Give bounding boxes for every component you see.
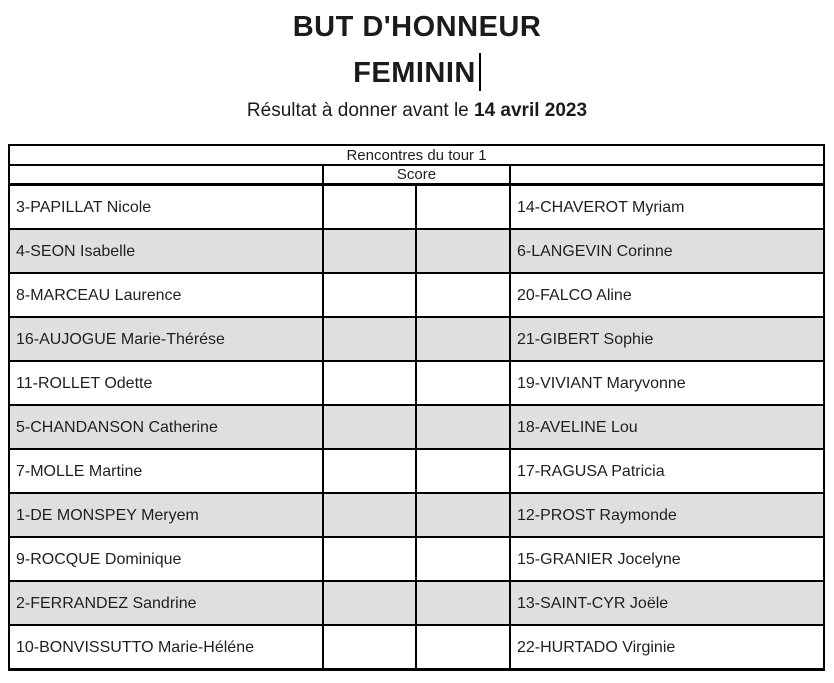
score-cell-right[interactable]	[416, 581, 510, 625]
table-row	[9, 581, 824, 625]
page-title-line2-text: FEMININ	[353, 57, 476, 89]
score-cell-right[interactable]	[416, 229, 510, 273]
score-cell-left[interactable]	[323, 581, 416, 625]
score-cell-right[interactable]	[416, 449, 510, 493]
score-cell-left[interactable]	[323, 625, 416, 670]
player-right: 14-CHAVEROT Myriam	[510, 185, 824, 230]
page-title-line1: BUT D'HONNEUR	[292, 11, 542, 43]
deadline-prefix: Résultat à donner avant le	[246, 100, 475, 121]
score-cell-left[interactable]	[323, 361, 416, 405]
player-left: 9-ROCQUE Dominique	[9, 537, 323, 581]
page-title-line2	[0, 50, 834, 96]
score-cell-right[interactable]	[416, 317, 510, 361]
player-left: 2-FERRANDEZ Sandrine	[9, 581, 323, 625]
player-left: 7-MOLLE Martine	[9, 449, 323, 493]
player-right: 19-VIVIANT Maryvonne	[510, 361, 824, 405]
player-left: 10-BONVISSUTTO Marie-Héléne	[9, 625, 323, 670]
score-header-right-spacer	[510, 165, 824, 185]
table-row	[9, 449, 824, 493]
player-right: 13-SAINT-CYR Joële	[510, 581, 824, 625]
table-row	[9, 229, 824, 273]
table-row	[9, 625, 824, 670]
score-cell-left[interactable]	[323, 405, 416, 449]
player-right: 6-LANGEVIN Corinne	[510, 229, 824, 273]
document-header	[0, 0, 834, 126]
score-cell-right[interactable]	[416, 625, 510, 670]
table-row	[9, 537, 824, 581]
deadline-text	[0, 96, 834, 126]
score-cell-left[interactable]	[323, 537, 416, 581]
player-left: 1-DE MONSPEY Meryem	[9, 493, 323, 537]
player-left: 5-CHANDANSON Catherine	[9, 405, 323, 449]
score-cell-right[interactable]	[416, 405, 510, 449]
score-cell-left[interactable]	[323, 229, 416, 273]
table-row	[9, 493, 824, 537]
player-right: 15-GRANIER Jocelyne	[510, 537, 824, 581]
table-title-row	[9, 145, 824, 165]
score-cell-right[interactable]	[416, 493, 510, 537]
player-left: 4-SEON Isabelle	[9, 229, 323, 273]
table-row	[9, 317, 824, 361]
score-cell-right[interactable]	[416, 185, 510, 230]
player-right: 12-PROST Raymonde	[510, 493, 824, 537]
table-row	[9, 185, 824, 230]
player-left: 11-ROLLET Odette	[9, 361, 323, 405]
score-cell-left[interactable]	[323, 317, 416, 361]
score-cell-right[interactable]	[416, 273, 510, 317]
player-left: 8-MARCEAU Laurence	[9, 273, 323, 317]
player-left: 16-AUJOGUE Marie-Thérése	[9, 317, 323, 361]
player-right: 21-GIBERT Sophie	[510, 317, 824, 361]
player-left: 3-PAPILLAT Nicole	[9, 185, 323, 230]
score-header-label: Score	[323, 165, 510, 185]
score-header-row	[9, 165, 824, 185]
score-cell-left[interactable]	[323, 493, 416, 537]
player-right: 20-FALCO Aline	[510, 273, 824, 317]
table-row	[9, 361, 824, 405]
player-right: 17-RAGUSA Patricia	[510, 449, 824, 493]
player-right: 18-AVELINE Lou	[510, 405, 824, 449]
score-cell-left[interactable]	[323, 449, 416, 493]
score-cell-left[interactable]	[323, 185, 416, 230]
results-table	[8, 144, 825, 671]
text-cursor	[479, 53, 481, 91]
player-right: 22-HURTADO Virginie	[510, 625, 824, 670]
score-cell-right[interactable]	[416, 537, 510, 581]
deadline-date: 14 avril 2023	[474, 100, 588, 121]
score-cell-right[interactable]	[416, 361, 510, 405]
score-cell-left[interactable]	[323, 273, 416, 317]
table-row	[9, 273, 824, 317]
score-header-left-spacer	[9, 165, 323, 185]
table-row	[9, 405, 824, 449]
table-title: Rencontres du tour 1	[9, 145, 824, 165]
